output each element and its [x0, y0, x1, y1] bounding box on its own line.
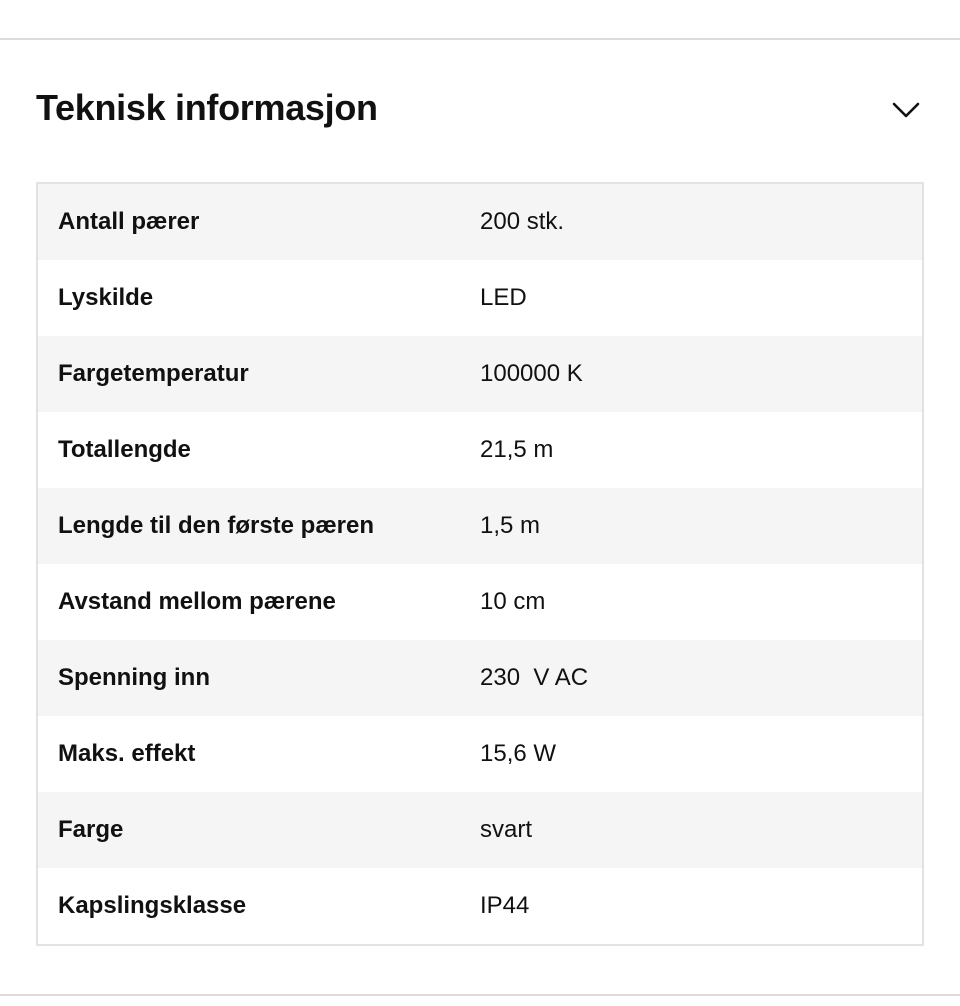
- spec-label: Lengde til den første pæren: [58, 512, 375, 539]
- spec-row: [38, 412, 922, 488]
- spec-row: [38, 640, 922, 716]
- chevron-down-icon[interactable]: [886, 92, 926, 128]
- spec-label: Maks. effekt: [58, 740, 196, 767]
- spec-row: [38, 868, 922, 944]
- spec-table: [36, 182, 924, 946]
- spec-row: [38, 792, 922, 868]
- spec-row: [38, 488, 922, 564]
- spec-value: 200 stk.: [480, 208, 565, 235]
- spec-label: Lyskilde: [58, 284, 154, 311]
- spec-value: 230 V AC: [480, 664, 589, 691]
- spec-value: 100000 K: [480, 360, 583, 387]
- spec-value: IP44: [480, 892, 530, 919]
- spec-row: [38, 260, 922, 336]
- spec-label: Kapslingsklasse: [58, 892, 247, 919]
- spec-value: LED: [480, 284, 527, 311]
- spec-label: Antall pærer: [58, 208, 200, 235]
- spec-value: 21,5 m: [480, 436, 554, 463]
- spec-value: 10 cm: [480, 588, 546, 615]
- spec-label: Spenning inn: [58, 664, 210, 691]
- spec-value: svart: [480, 816, 533, 843]
- spec-value: 15,6 W: [480, 740, 557, 767]
- spec-row: [38, 336, 922, 412]
- spec-row: [38, 184, 922, 260]
- technical-info-toggle[interactable]: [0, 40, 960, 180]
- spec-label: Totallengde: [58, 436, 191, 463]
- spec-value: 1,5 m: [480, 512, 541, 539]
- section-title: Teknisk informasjon: [36, 87, 378, 128]
- spec-label: Fargetemperatur: [58, 360, 249, 387]
- bottom-divider: [0, 994, 960, 996]
- spec-label: Avstand mellom pærene: [58, 588, 336, 615]
- spec-row: [38, 564, 922, 640]
- spec-row: [38, 716, 922, 792]
- spec-label: Farge: [58, 816, 124, 843]
